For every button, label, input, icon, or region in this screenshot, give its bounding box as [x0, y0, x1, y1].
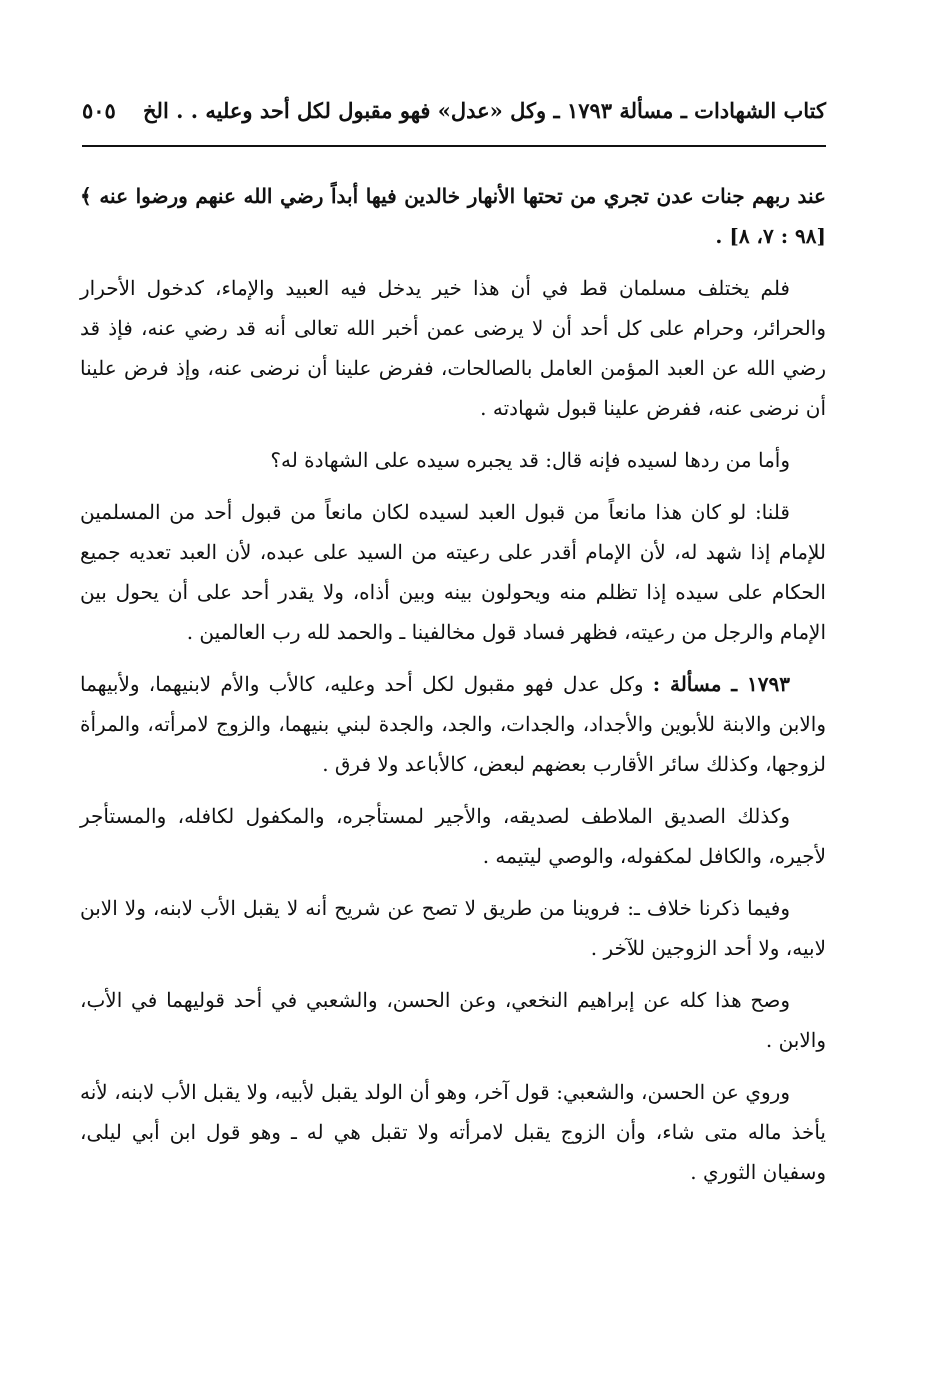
issue-text: وكل عدل فهو مقبول لكل أحد وعليه، كالأب والأم لابنيهما، ولأبيهما والابن والابنة للأبوين والأجداد، والجدات، والجد، والجدة لبني بنيهما، والزوج لامرأته، والمرأة لزوجها، وكذلك سائر الأقارب بعضهم لبعض، كالأباعد ولا فرق . — [80, 672, 826, 776]
body-paragraph: وصح هذا كله عن إبراهيم النخعي، وعن الحسن، والشعبي في أحد قوليهما في الأب، والابن . — [80, 988, 826, 1052]
issue-paragraph — [80, 664, 826, 784]
body-paragraph: وكذلك الصديق الملاطف لصديقه، والأجير لمستأجره، والمكفول لكافله، والمستأجر لأجيره، والكافل لمكفوله، والوصي ليتيمه . — [80, 804, 826, 868]
header-divider — [82, 145, 826, 147]
body-paragraph: قلنا: لو كان هذا مانعاً من قبول العبد لسيده لكان مانعاً من قبول أحد من المسلمين للإمام إذا شهد له، لأن الإمام أقدر على رعيته من السيد على عبده، لأن العبد تعديه جميع الحكام على سيده إذا تظلم منه ويحولون بينه وبين أذاه، ولا يقدر أحد على أن يحول بين الإمام والرجل من رعيته، فظهر فساد قول مخالفينا ـ والحمد لله رب العالمين . — [80, 500, 826, 644]
page-number: ٥٠٥ — [82, 98, 116, 123]
body-paragraph: فلم يختلف مسلمان قط في أن هذا خير يدخل فيه العبيد والإماء، كدخول الأحرار والحرائر، وحرام على كل أحد أن لا يرضى عمن أخبر الله تعالى أنه قد رضي عنه، فإذ قد رضي الله عن العبد المؤمن العامل بالصالحات، ففرض علينا أن نرضى عنه، وإذ فرض علينا أن نرضى عنه، ففرض علينا قبول شهادته . — [80, 276, 826, 420]
page-header — [82, 96, 826, 136]
body-paragraph: وروي عن الحسن، والشعبي: قول آخر، وهو أن الولد يقبل لأبيه، ولا يقبل الأب لابنه، لأنه يأخذ ماله متى شاء، وأن الزوج يقبل لامرأته ولا تقبل هي له ـ وهو قول ابن أبي ليلى، وسفيان الثوري . — [80, 1080, 826, 1184]
running-title: كتاب الشهادات ـ مسألة ١٧٩٣ ـ وكل «عدل» فهو مقبول لكل أحد وعليه . . الخ — [143, 98, 826, 123]
issue-number: ١٧٩٣ ـ مسألة : — [652, 672, 790, 696]
body-paragraph: وفيما ذكرنا خلاف ـ: فروينا من طريق لا تصح عن شريح أنه لا يقبل الأب لابنه، ولا الابن لابيه، ولا أحد الزوجين للآخر . — [80, 896, 826, 960]
page-body — [80, 176, 826, 1204]
quran-verse-paragraph: عند ربهم جنات عدن تجري من تحتها الأنهار خالدين فيها أبداً رضي الله عنهم ورضوا عنه ﴾ [٩٨ : ٧، ٨] . — [80, 184, 826, 248]
body-paragraph: وأما من ردها لسيده فإنه قال: قد يجبره سيده على الشهادة له؟ — [270, 448, 790, 472]
